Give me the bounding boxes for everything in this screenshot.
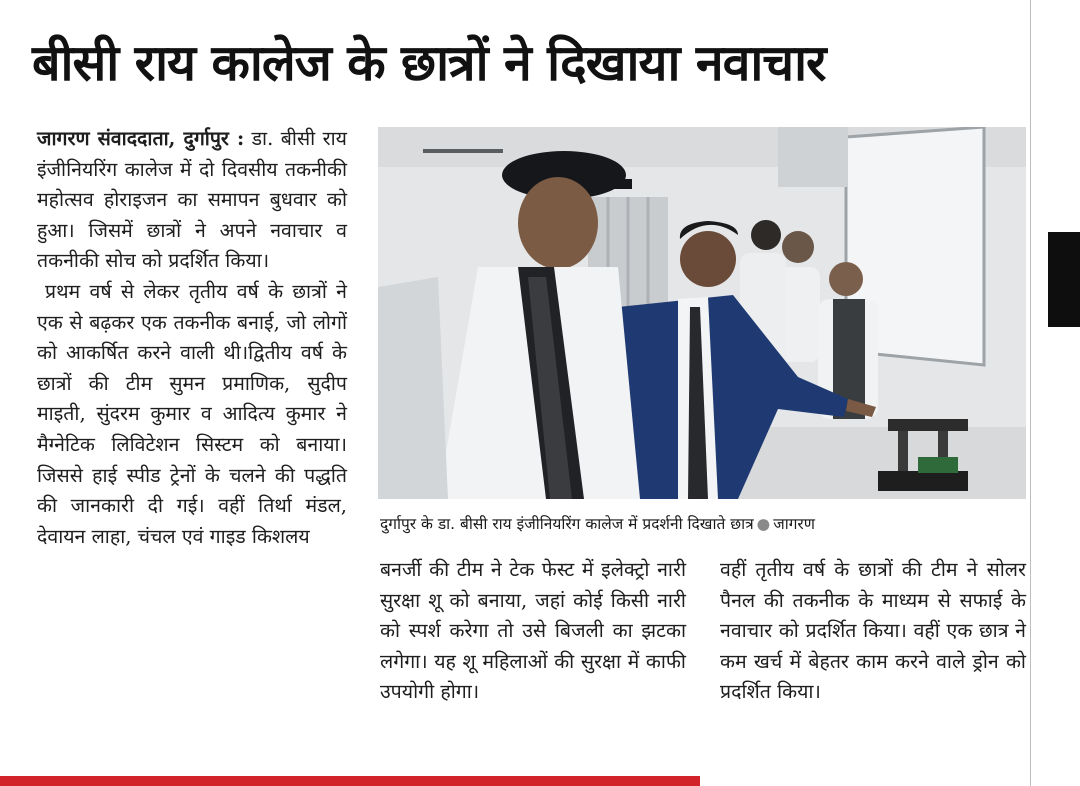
caption-bullet-icon: ● <box>756 515 771 533</box>
section-divider-bar <box>0 776 700 786</box>
article-column-2: बनर्जी की टीम ने टेक फेस्ट में इलेक्ट्रो नारी सुरक्षा शू को बनाया, जहां कोई किसी नारी को स्पर्श करेगा तो उसे बिजली का झटका लगेगा। यह शू महिलाओं की सुरक्षा में काफी उपयोगी होगा। <box>380 558 686 704</box>
photo-caption <box>380 512 1030 536</box>
news-photo <box>378 127 1026 499</box>
students-exhibition-photo <box>378 127 1026 499</box>
column-rule <box>1030 0 1031 786</box>
photo-credit: जागरण <box>773 515 815 533</box>
article-column-3: वहीं तृतीय वर्ष के छात्रों की टीम ने सोलर पैनल की तकनीक के माध्यम से सफाई के नवाचार को प्रदर्शित किया। वहीं एक छात्र ने कम खर्च में बेहतर काम करने वाले ड्रोन को प्रदर्शित किया। <box>720 558 1026 704</box>
paragraph-1-text: डा. बीसी राय इंजीनियरिंग कालेज में दो दिवसीय तकनीकी महोत्सव होराइजन का समापन बुधवार को हुआ। जिसमें छात्रों ने अपने नवाचार व तकनीकी सोच को प्रदर्शित किया। <box>37 127 347 273</box>
headline: बीसी राय कालेज के छात्रों ने दिखाया नवाचार <box>32 34 826 92</box>
adjacent-article-banner <box>1048 232 1080 327</box>
article-paragraph-1 <box>37 124 347 277</box>
byline: जागरण संवाददाता, दुर्गापुर : <box>37 127 245 150</box>
article-column-1 <box>37 124 347 552</box>
caption-text: दुर्गापुर के डा. बीसी राय इंजीनियरिंग कालेज में प्रदर्शनी दिखाते छात्र <box>380 515 754 533</box>
article-paragraph-2: प्रथम वर्ष से लेकर तृतीय वर्ष के छात्रों ने एक से बढ़कर एक तकनीक बनाई, जो लोगों को आकर्षित करने वाली थी।द्वितीय वर्ष के छात्रों की टीम सुमन प्रमाणिक, सुदीप माइती, सुंदरम कुमार व आदित्य कुमार ने मैग्नेटिक लिविटेशन सिस्टम को बनाया। जिससे हाई स्पीड ट्रेनों के चलने की पद्धति की जानकारी दी गई। वहीं तिर्था मंडल, देवायन लाहा, चंचल एवं गाइड किशलय <box>37 279 347 548</box>
